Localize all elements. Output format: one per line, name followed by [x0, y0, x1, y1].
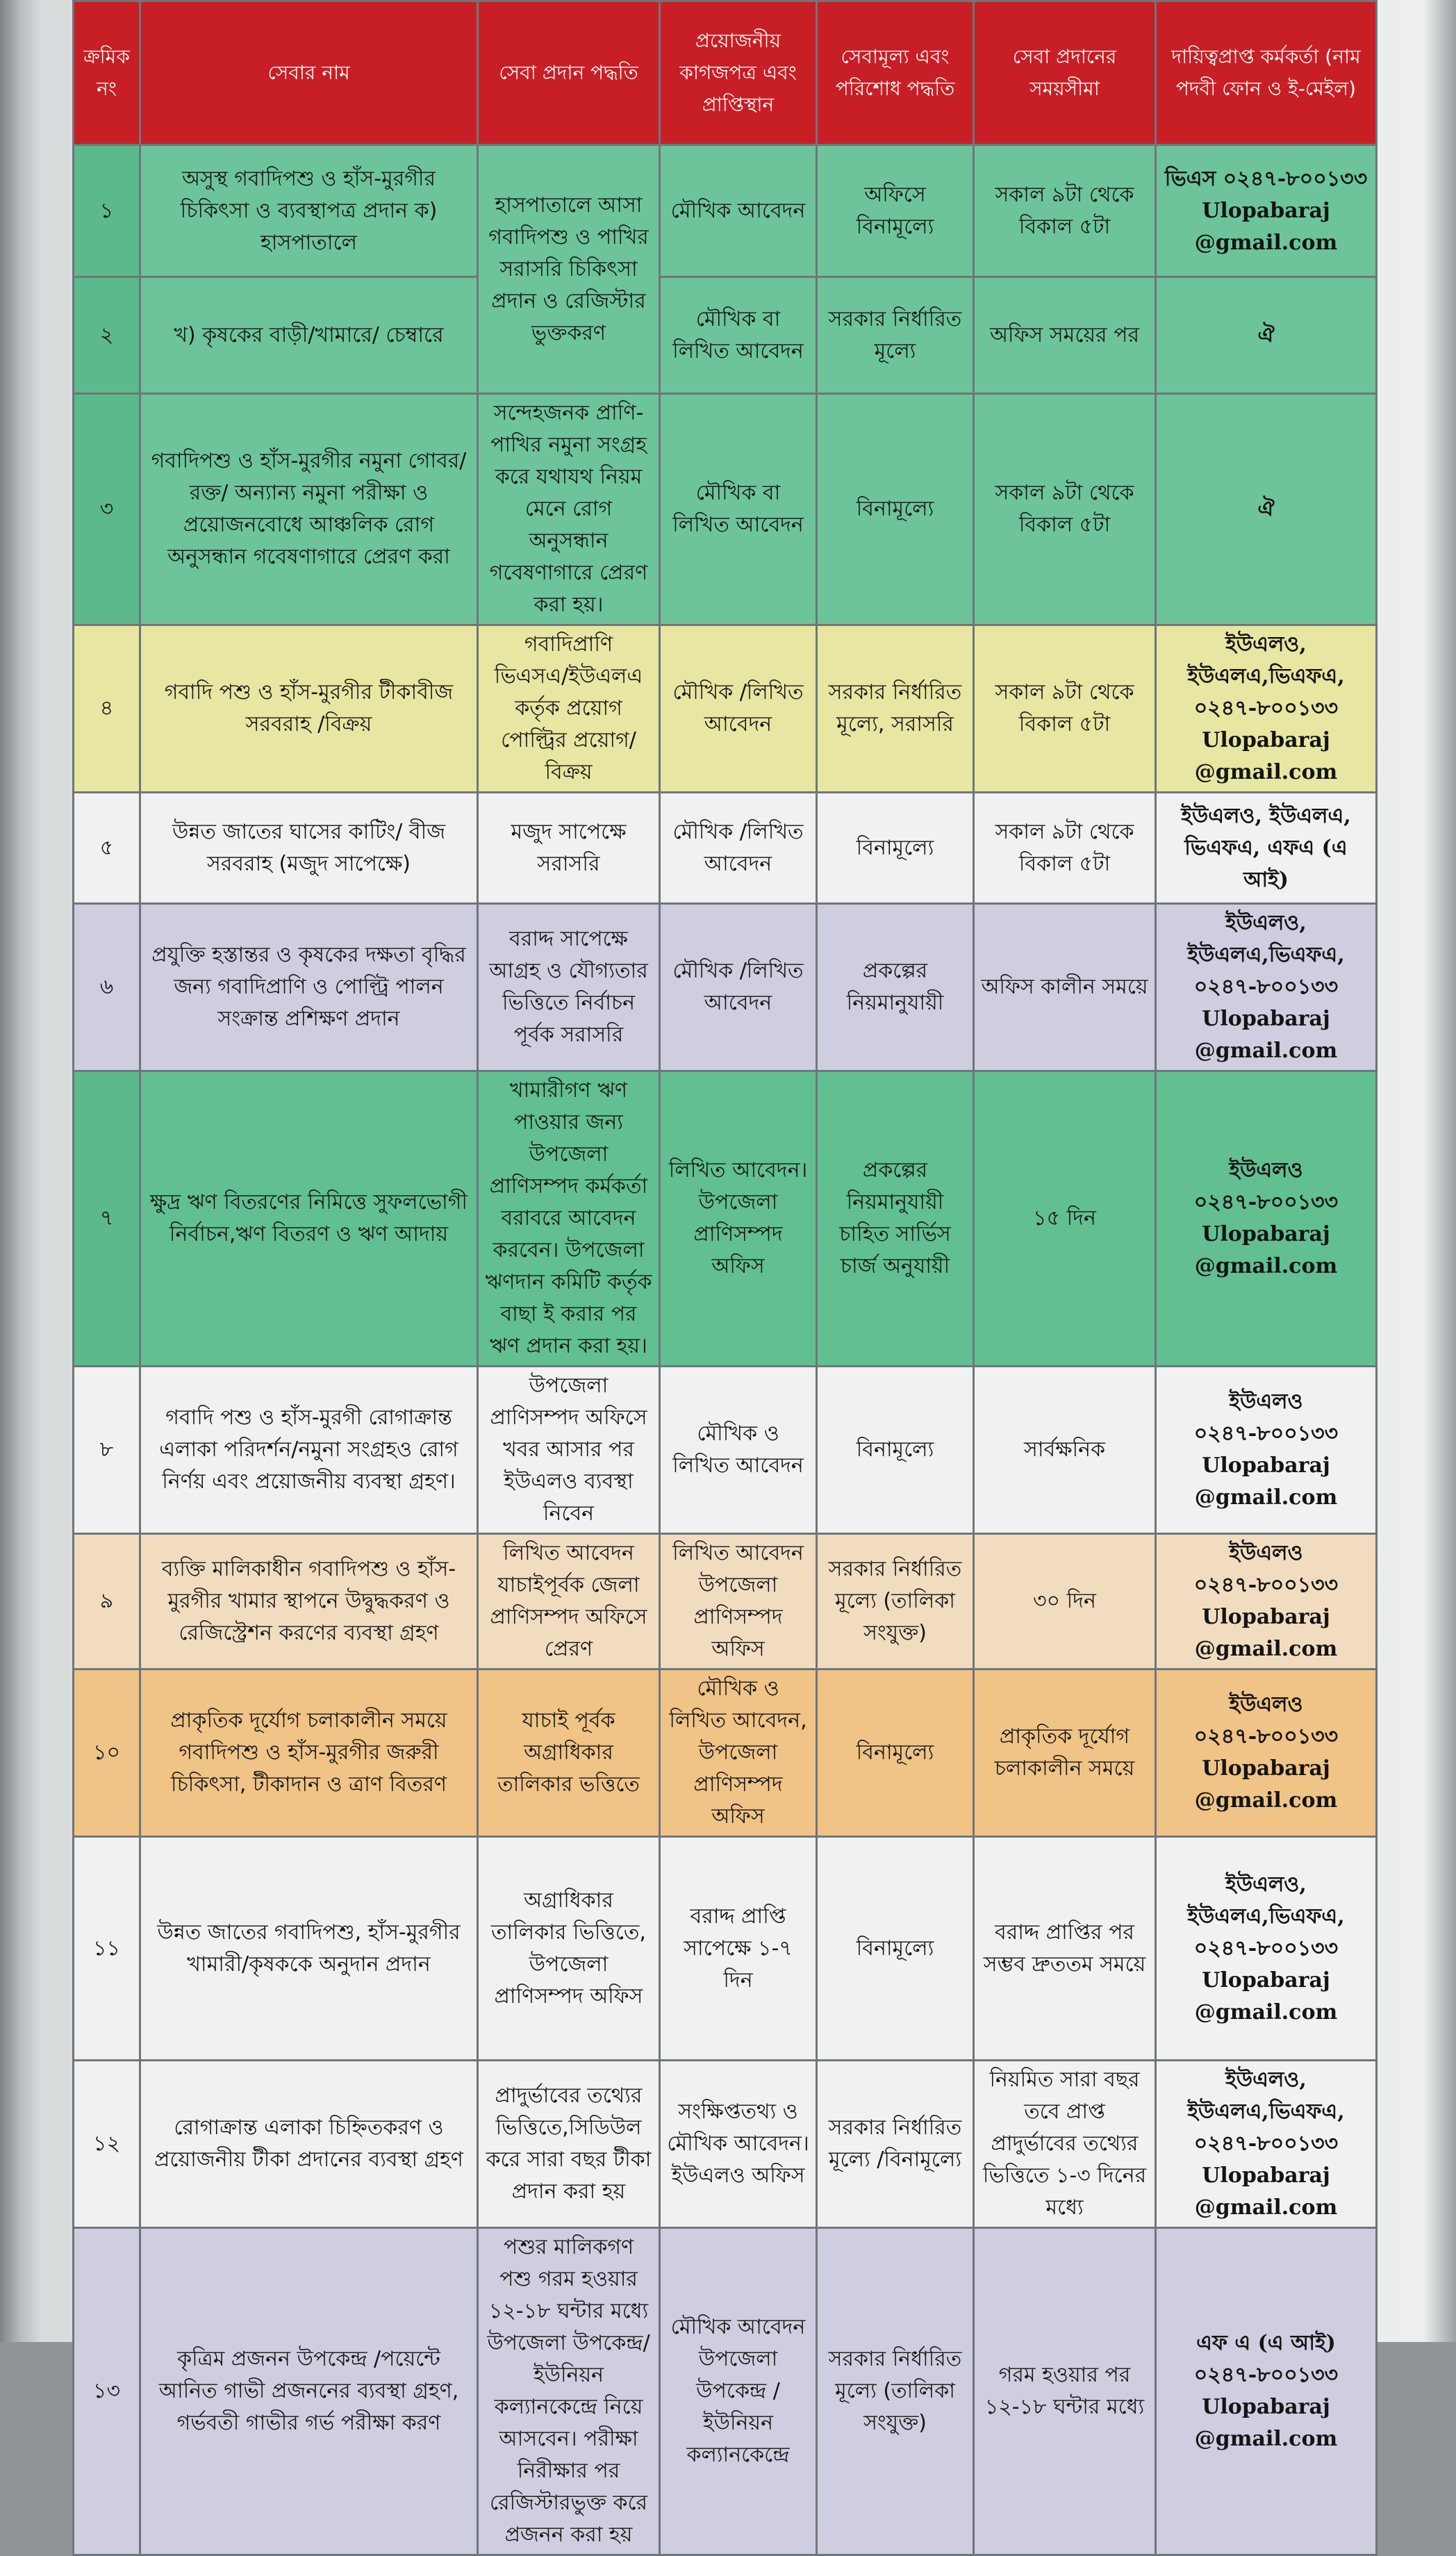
row-service: প্রাকৃতিক দূর্যোগ চলাকালীন সময়ে গবাদিপশু ও হাঁস-মুরগীর জরুরী চিকিৎসা, টীকাদান ও ত্রাণ বিতরণ: [140, 1669, 478, 1837]
row-fee: অফিসে বিনামূল্যে: [817, 145, 974, 277]
table-row: [74, 1367, 1377, 1534]
row-serial: ৯: [74, 1534, 140, 1669]
row-officer: এফ এ (এ আই) ০২৪৭-৮০০১৩৩ Ulopabaraj @gmail.com: [1156, 2228, 1377, 2555]
row-method: মজুদ সাপেক্ষে সরাসরি: [478, 793, 660, 904]
row-fee: বিনামূল্যে: [817, 394, 974, 625]
header-method: সেবা প্রদান পদ্ধতি: [478, 1, 660, 145]
row-method: যাচাই পূর্বক অগ্রাধিকার তালিকার ভত্তিতে: [478, 1669, 660, 1837]
row-fee: সরকার নির্ধারিত মূল্যে (তালিকা সংযুক্ত): [817, 2228, 974, 2555]
row-fee: বিনামূল্যে: [817, 1367, 974, 1534]
table-row: [74, 625, 1377, 793]
row-time: বরাদ্দ প্রাপ্তির পর সম্ভব দ্রুততম সময়ে: [974, 1837, 1156, 2061]
header-service-name: সেবার নাম: [140, 1, 478, 145]
header-time: সেবা প্রদানের সময়সীমা: [974, 1, 1156, 145]
header-officer: দায়িত্বপ্রাপ্ত কর্মকর্তা (নাম পদবী ফোন ও ই-মেইল): [1156, 1, 1377, 145]
row-service: গবাদি পশু ও হাঁস-মুরগীর টীকাবীজ সরবরাহ /বিক্রয়: [140, 625, 478, 793]
row-officer: ঐ: [1156, 394, 1377, 625]
row-time: ১৫ দিন: [974, 1071, 1156, 1367]
row-serial: ৭: [74, 1071, 140, 1367]
row-serial: ৫: [74, 793, 140, 904]
row-method: খামারীগণ ঋণ পাওয়ার জন্য উপজেলা প্রাণিসম্পদ কর্মকর্তা বরাবরে আবেদন করবেন। উপজেলা ঋণদান কমিটি কর্তৃক বাছা ই করার পর ঋণ প্রদান করা হয়।: [478, 1071, 660, 1367]
row-service: গবাদি পশু ও হাঁস-মুরগী রোগাক্রান্ত এলাকা পরিদর্শন/নমুনা সংগ্রহও রোগ নির্ণয় এবং প্রয়োজনীয় ব্যবস্থা গ্রহণ।: [140, 1367, 478, 1534]
row-fee: বিনামূল্যে: [817, 1837, 974, 2061]
row-serial: ১৩: [74, 2228, 140, 2555]
row-time: সকাল ৯টা থেকে বিকাল ৫টা: [974, 625, 1156, 793]
row-serial: ৩: [74, 394, 140, 625]
row-officer: ইউএলও ০২৪৭-৮০০১৩৩ Ulopabaraj @gmail.com: [1156, 1669, 1377, 1837]
row-officer: ইউএলও ০২৪৭-৮০০১৩৩ Ulopabaraj @gmail.com: [1156, 1367, 1377, 1534]
table-row: [74, 2228, 1377, 2555]
row-serial: ৬: [74, 904, 140, 1071]
row-serial: ১০: [74, 1669, 140, 1837]
row-documents: মৌখিক /লিখিত আবেদন: [660, 904, 817, 1071]
row-service: ব্যক্তি মালিকাধীন গবাদিপশু ও হাঁস-মুরগীর খামার স্থাপনে উদ্বুদ্ধকরণ ও রেজিস্ট্রেশন করণের ব্যবস্থা গ্রহণ: [140, 1534, 478, 1669]
row-service: অসুস্থ গবাদিপশু ও হাঁস-মুরগীর চিকিৎসা ও ব্যবস্থাপত্র প্রদান ক) হাসপাতালে: [140, 145, 478, 277]
row-service: রোগাক্রান্ত এলাকা চিহ্নিতকরণ ও প্রয়োজনীয় টীকা প্রদানের ব্যবস্থা গ্রহণ: [140, 2061, 478, 2228]
row-documents: লিখিত আবেদন। উপজেলা প্রাণিসম্পদ অফিস: [660, 1071, 817, 1367]
row-time: অফিস সময়ের পর: [974, 277, 1156, 394]
table-row: [74, 2061, 1377, 2228]
row-fee: প্রকল্পের নিয়মানুযায়ী চাহিত সার্ভিস চার্জ অনুযায়ী: [817, 1071, 974, 1367]
row-service: কৃত্রিম প্রজনন উপকেন্দ্র /পয়েন্টে আনিত গাভী প্রজননের ব্যবস্থা গ্রহণ, গর্ভবতী গাভীর গর্ভ পরীক্ষা করণ: [140, 2228, 478, 2555]
row-time: গরম হওয়ার পর ১২-১৮ ঘন্টার মধ্যে: [974, 2228, 1156, 2555]
row-service: প্রযুক্তি হস্তান্তর ও কৃষকের দক্ষতা বৃদ্ধির জন্য গবাদিপ্রাণি ও পোল্ট্রি পালন সংক্রান্ত প্রশিক্ষণ প্রদান: [140, 904, 478, 1071]
row-officer: ভিএস ০২৪৭-৮০০১৩৩ Ulopabaraj @gmail.com: [1156, 145, 1377, 277]
row-officer: ইউএলও, ইউএলএ,ভিএফএ, ০২৪৭-৮০০১৩৩ Ulopabaraj @gmail.com: [1156, 625, 1377, 793]
row-serial: ১২: [74, 2061, 140, 2228]
row-officer: ইউএলও, ইউএলএ, ভিএফএ, এফএ (এ আই): [1156, 793, 1377, 904]
row-method: লিখিত আবেদন যাচাইপূর্বক জেলা প্রাণিসম্পদ অফিসে প্রেরণ: [478, 1534, 660, 1669]
table-row: [74, 1837, 1377, 2061]
row-documents: বরাদ্দ প্রাপ্তি সাপেক্ষে ১-৭ দিন: [660, 1837, 817, 2061]
row-time: সকাল ৯টা থেকে বিকাল ৫টা: [974, 394, 1156, 625]
header-fee: সেবামূল্য এবং পরিশোধ পদ্ধতি: [817, 1, 974, 145]
row-fee: বিনামূল্যে: [817, 1669, 974, 1837]
row-time: প্রাকৃতিক দূর্যোগ চলাকালীন সময়ে: [974, 1669, 1156, 1837]
row-fee: সরকার নির্ধারিত মূল্যে (তালিকা সংযুক্ত): [817, 1534, 974, 1669]
table-row: [74, 277, 1377, 394]
row-method: উপজেলা প্রাণিসম্পদ অফিসে খবর আসার পর ইউএলও ব্যবস্থা নিবেন: [478, 1367, 660, 1534]
row-method: হাসপাতালে আসা গবাদিপশু ও পাখির সরাসরি চিকিৎসা প্রদান ও রেজিস্টার ভুক্তকরণ: [478, 145, 660, 394]
row-time: ৩০ দিন: [974, 1534, 1156, 1669]
row-fee: সরকার নির্ধারিত মূল্যে, সরাসরি: [817, 625, 974, 793]
row-officer: ঐ: [1156, 277, 1377, 394]
row-documents: মৌখিক আবেদন উপজেলা উপকেন্দ্র /ইউনিয়ন কল্যানকেন্দ্রে: [660, 2228, 817, 2555]
row-officer: ইউএলও ০২৪৭-৮০০১৩৩ Ulopabaraj @gmail.com: [1156, 1071, 1377, 1367]
row-documents: সংক্ষিপ্ততথ্য ও মৌখিক আবেদন। ইউএলও অফিস: [660, 2061, 817, 2228]
table-row: [74, 145, 1377, 277]
table-row: [74, 793, 1377, 904]
row-serial: ২: [74, 277, 140, 394]
row-documents: মৌখিক আবেদন: [660, 145, 817, 277]
table-row: [74, 1071, 1377, 1367]
row-fee: সরকার নির্ধারিত মূল্যে /বিনামূল্যে: [817, 2061, 974, 2228]
row-fee: বিনামূল্যে: [817, 793, 974, 904]
row-time: অফিস কালীন সময়ে: [974, 904, 1156, 1071]
row-officer: ইউএলও, ইউএলএ,ভিএফএ, ০২৪৭-৮০০১৩৩ Ulopabaraj @gmail.com: [1156, 1837, 1377, 2061]
table-row: [74, 394, 1377, 625]
row-serial: ৪: [74, 625, 140, 793]
row-documents: মৌখিক বা লিখিত আবেদন: [660, 394, 817, 625]
row-documents: মৌখিক /লিখিত আবেদন: [660, 625, 817, 793]
service-table: [72, 0, 1378, 2556]
row-serial: ১১: [74, 1837, 140, 2061]
header-documents: প্রয়োজনীয় কাগজপত্র এবং প্রাপ্তিস্থান: [660, 1, 817, 145]
row-time: সার্বক্ষনিক: [974, 1367, 1156, 1534]
row-fee: সরকার নির্ধারিত মূল্যে: [817, 277, 974, 394]
row-officer: ইউএলও, ইউএলএ,ভিএফএ, ০২৪৭-৮০০১৩৩ Ulopabaraj @gmail.com: [1156, 904, 1377, 1071]
table-row: [74, 1534, 1377, 1669]
row-method: সন্দেহজনক প্রাণি-পাখির নমুনা সংগ্রহ করে যথাযথ নিয়ম মেনে রোগ অনুসন্ধান গবেষণাগারে প্রেরণ করা হয়।: [478, 394, 660, 625]
row-method: বরাদ্দ সাপেক্ষে আগ্রহ ও যৌগ্যতার ভিত্তিতে নির্বাচন পূর্বক সরাসরি: [478, 904, 660, 1071]
header-row: [74, 1, 1377, 145]
row-service: ক্ষুদ্র ঋণ বিতরণের নিমিত্তে সুফলভোগী নির্বাচন,ঋণ বিতরণ ও ঋণ আদায়: [140, 1071, 478, 1367]
table-row: [74, 904, 1377, 1071]
row-service: উন্নত জাতের ঘাসের কাটিং/ বীজ সরবরাহ (মজুদ সাপেক্ষে): [140, 793, 478, 904]
row-documents: মৌখিক বা লিখিত আবেদন: [660, 277, 817, 394]
row-service: খ) কৃষকের বাড়ী/খামারে/ চেম্বারে: [140, 277, 478, 394]
row-service: উন্নত জাতের গবাদিপশু, হাঁস-মুরগীর খামারী/কৃষককে অনুদান প্রদান: [140, 1837, 478, 2061]
row-time: সকাল ৯টা থেকে বিকাল ৫টা: [974, 793, 1156, 904]
row-documents: মৌখিক ও লিখিত আবেদন, উপজেলা প্রাণিসম্পদ অফিস: [660, 1669, 817, 1837]
row-method: গবাদিপ্রাণি ভিএসএ/ইউএলএ কর্তৃক প্রয়োগ পোল্ট্রির প্রয়োগ/ বিক্রয়: [478, 625, 660, 793]
row-method: অগ্রাধিকার তালিকার ভিত্তিতে, উপজেলা প্রাণিসম্পদ অফিস: [478, 1837, 660, 2061]
row-fee: প্রকল্পের নিয়মানুযায়ী: [817, 904, 974, 1071]
table-row: [74, 1669, 1377, 1837]
row-officer: ইউএলও, ইউএলএ,ভিএফএ, ০২৪৭-৮০০১৩৩ Ulopabaraj @gmail.com: [1156, 2061, 1377, 2228]
row-documents: লিখিত আবেদন উপজেলা প্রাণিসম্পদ অফিস: [660, 1534, 817, 1669]
row-serial: ৮: [74, 1367, 140, 1534]
row-service: গবাদিপশু ও হাঁস-মুরগীর নমুনা গোবর/রক্ত/ অন্যান্য নমুনা পরীক্ষা ও প্রয়োজনবোধে আঞ্চলিক রোগ অনুসন্ধান গবেষণাগারে প্রেরণ করা: [140, 394, 478, 625]
row-documents: মৌখিক ও লিখিত আবেদন: [660, 1367, 817, 1534]
row-method: প্রাদুর্ভাবের তথ্যের ভিত্তিতে,সিডিউল করে সারা বছর টীকা প্রদান করা হয়: [478, 2061, 660, 2228]
row-time: সকাল ৯টা থেকে বিকাল ৫টা: [974, 145, 1156, 277]
header-serial: ক্রমিক নং: [74, 1, 140, 145]
row-serial: ১: [74, 145, 140, 277]
row-officer: ইউএলও ০২৪৭-৮০০১৩৩ Ulopabaraj @gmail.com: [1156, 1534, 1377, 1669]
row-documents: মৌখিক /লিখিত আবেদন: [660, 793, 817, 904]
row-time: নিয়মিত সারা বছর তবে প্রাপ্ত প্রাদুর্ভাবের তথ্যের ভিত্তিতে ১-৩ দিনের মধ্যে: [974, 2061, 1156, 2228]
row-method: পশুর মালিকগণ পশু গরম হওয়ার ১২-১৮ ঘন্টার মধ্যে উপজেলা উপকেন্দ্র/ইউনিয়ন কল্যানকেন্দ্রে নিয়ে আসবেন। পরীক্ষা নিরীক্ষার পর রেজিস্টারভুক্ত করে প্রজনন করা হয়: [478, 2228, 660, 2555]
